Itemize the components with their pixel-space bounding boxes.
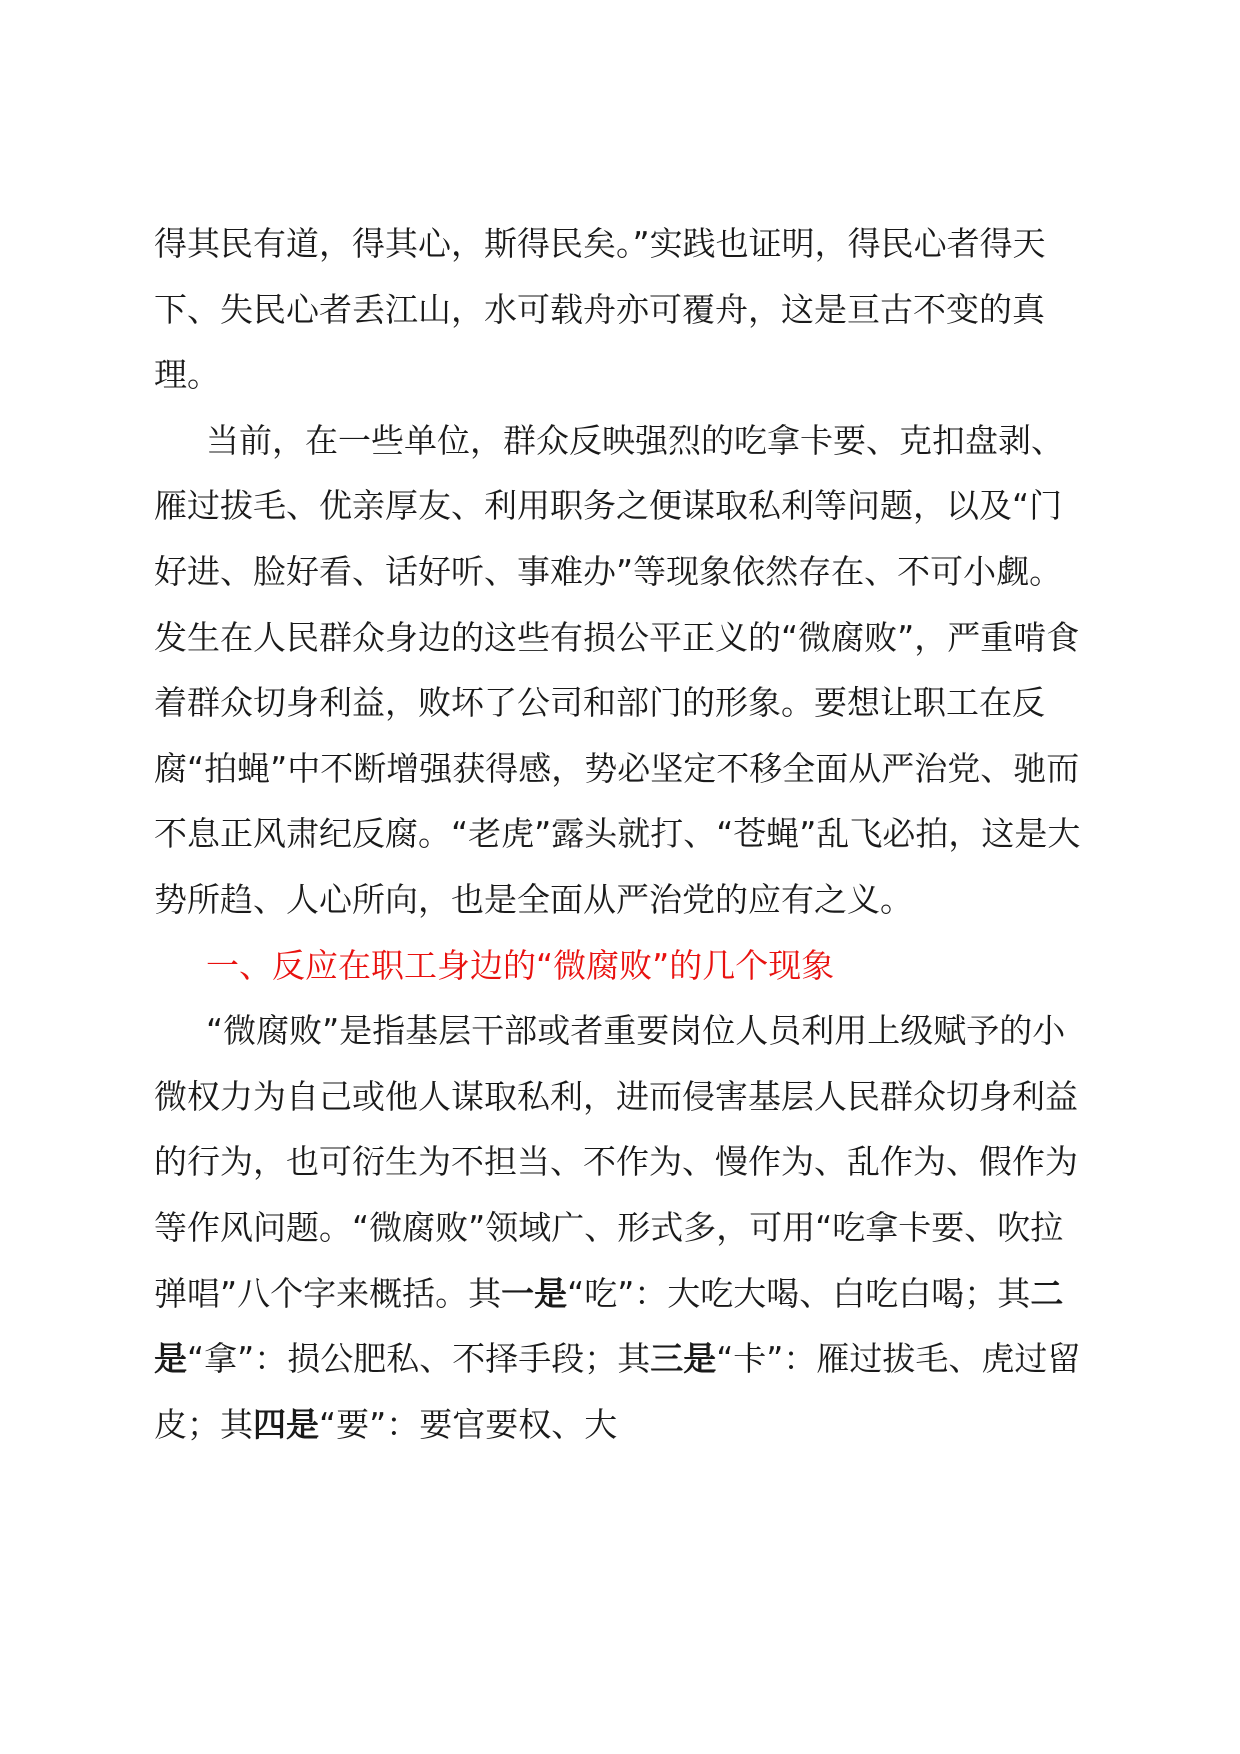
item-1-text: “吃”：大吃大喝、白吃白喝；其 xyxy=(567,1273,1031,1313)
item-3-label: 三是 xyxy=(650,1339,717,1379)
item-2-label: 二是 xyxy=(154,1273,1064,1379)
item-2-text: “拿”：损公肥私、不择手段；其 xyxy=(187,1339,651,1379)
paragraph-current-situation: 当前，在一些单位，群众反映强烈的吃拿卡要、克扣盘剥、雁过拔毛、优亲厚友、利用职务之便谋取私利等问题，以及“门好进、脸好看、话好听、事难办”等现象依然存在、不可小觑。发生在人民群众身边的这些有损公平正义的“微腐败”，严重啃食着群众切身利益，败坏了公司和部门的形象。要想让职工在反腐“拍蝇”中不断增强获得感，势必坚定不移全面从严治党、驰而不息正风肃纪反腐。“老虎”露头就打、“苍蝇”乱飞必拍，这是大势所趋、人心所向，也是全面从严治党的应有之义。 xyxy=(154,420,1081,919)
item-4-label: 四是 xyxy=(253,1404,319,1444)
item-4-text: “要”：要官要权、大 xyxy=(319,1404,618,1444)
section-heading: 一、反应在职工身边的“微腐败”的几个现象 xyxy=(206,945,835,985)
paragraph-quote-conclusion: 得其民有道，得其心，斯得民矣。”实践也证明，得民心者得天下、失民心者丢江山，水可载舟亦可覆舟，这是亘古不变的真理。 xyxy=(154,224,1046,395)
item-3-text: “卡”：雁过拔毛、虎过留皮；其 xyxy=(154,1339,1081,1444)
document-body xyxy=(154,211,1084,1457)
item-1-label: 一是 xyxy=(501,1273,568,1313)
paragraph-micro-corruption-definition xyxy=(154,998,1084,1457)
definition-intro: “微腐败”是指基层干部或者重要岗位人员利用上级赋予的小微权力为自己或他人谋取私利，进而侵害基层人民群众切身利益的行为，也可衍生为不担当、不作为、慢作为、乱作为、假作为等作风问题。“微腐败”领域广、形式多，可用“吃拿卡要、吹拉弹唱”八个字来概括。其 xyxy=(154,1011,1078,1313)
